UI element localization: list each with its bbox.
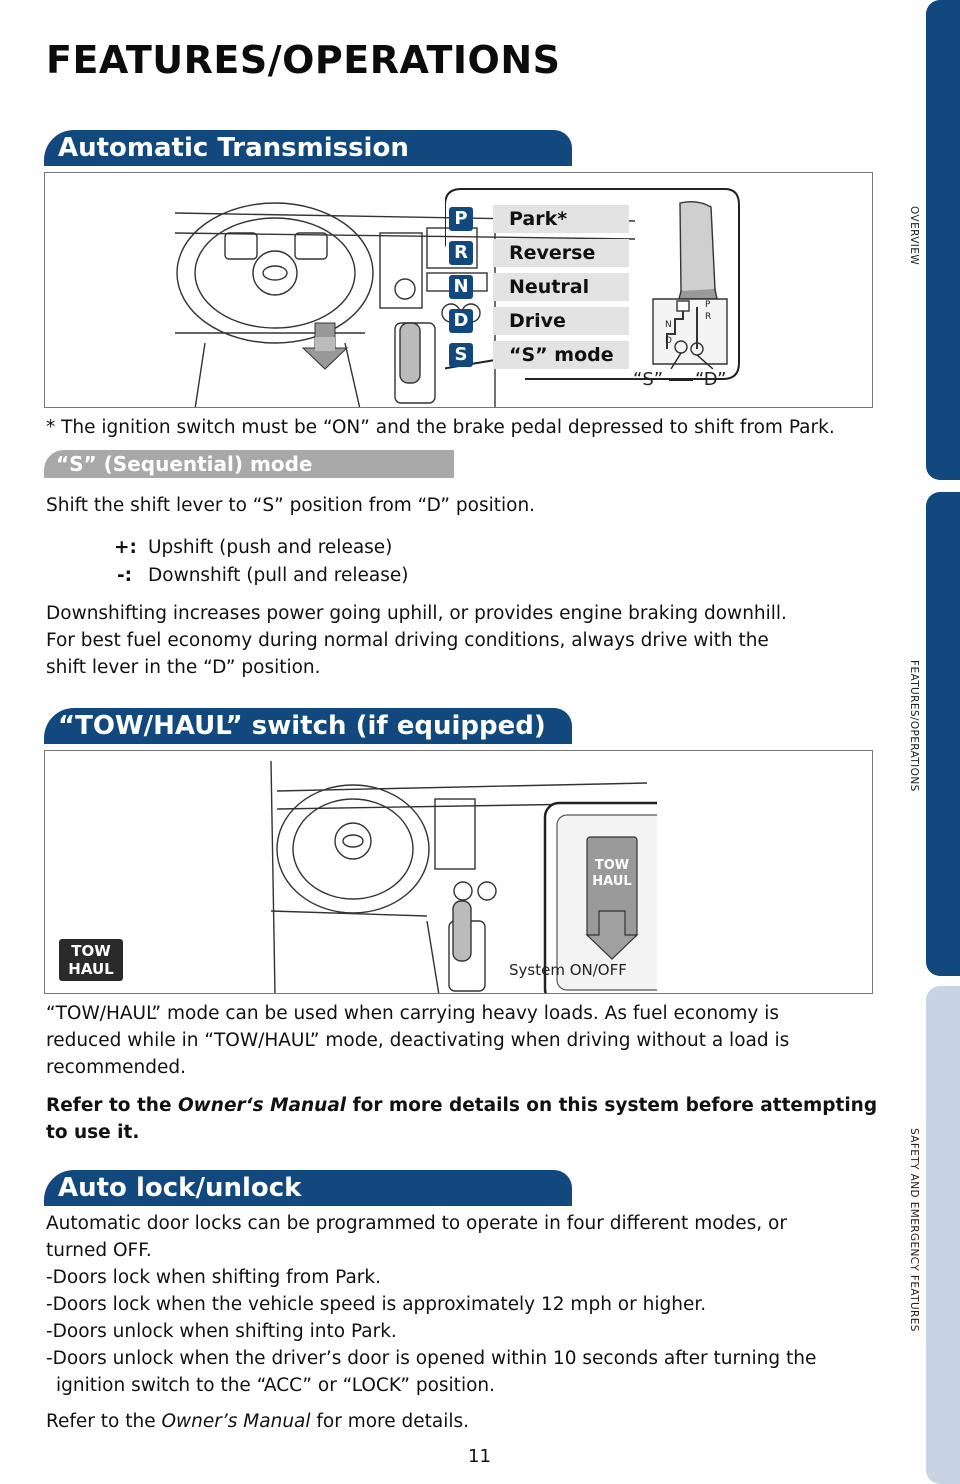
tow-haul-refer-line-2: to use it. — [46, 1122, 140, 1143]
shift-position-reverse — [449, 239, 659, 267]
auto-lock-refer-end: for more details. — [310, 1411, 470, 1432]
auto-lock-refer-manual: Owner’s Manual — [161, 1411, 311, 1432]
sequential-body-line-1: Downshifting increases power going uphill, or provides engine braking downhill. — [46, 603, 787, 624]
side-label-overview: OVERVIEW — [908, 206, 920, 266]
gate-divider — [669, 379, 693, 381]
tow-haul-body-line-3: recommended. — [46, 1057, 186, 1078]
auto-lock-refer — [46, 1408, 469, 1435]
downshift-symbol: -: — [117, 565, 133, 586]
auto-lock-item-3: -Doors unlock when shifting into Park. — [46, 1321, 397, 1342]
tow-haul-refer-manual: Owner‘s Manual — [177, 1095, 347, 1116]
shift-label-reverse: Reverse — [493, 239, 629, 267]
tow-haul-refer-start: Refer to the — [46, 1095, 178, 1116]
tow-haul-figure — [44, 750, 873, 994]
sequential-intro: Shift the shift lever to “S” position from “D” position. — [46, 495, 536, 516]
side-tab-safety[interactable] — [926, 986, 960, 1484]
side-tab-features-operations[interactable] — [926, 492, 960, 976]
downshift-text: Downshift (pull and release) — [148, 565, 409, 586]
section-header-automatic-transmission: Automatic Transmission — [44, 130, 572, 166]
shift-knob-illustration — [635, 199, 735, 369]
shift-position-neutral — [449, 273, 659, 301]
shift-letter-d: D — [449, 309, 473, 333]
auto-lock-item-2: -Doors lock when the vehicle speed is approximately 12 mph or higher. — [46, 1294, 707, 1315]
shift-letter-n: N — [449, 275, 473, 299]
side-label-features-operations: FEATURES/OPERATIONS — [908, 660, 920, 792]
knob-letter-n: N — [665, 320, 672, 330]
shift-position-s-mode — [449, 341, 659, 369]
side-tab-overview[interactable] — [926, 0, 960, 480]
subsection-header-sequential-mode: “S” (Sequential) mode — [44, 450, 454, 478]
tow-haul-dashboard-illustration — [267, 751, 657, 994]
shift-label-neutral: Neutral — [493, 273, 629, 301]
auto-lock-intro-line-2: turned OFF. — [46, 1240, 152, 1261]
shift-position-park — [449, 205, 659, 233]
side-label-safety: SAFETY AND EMERGENCY FEATURES — [908, 1128, 920, 1332]
sequential-body-line-2: For best fuel economy during normal driving conditions, always drive with the — [46, 630, 769, 651]
auto-lock-item-1: -Doors lock when shifting from Park. — [46, 1267, 381, 1288]
tow-haul-button-line-1: TOW — [594, 858, 630, 873]
page-number: 11 — [468, 1446, 491, 1467]
auto-lock-item-4-cont: ignition switch to the “ACC” or “LOCK” position. — [56, 1375, 496, 1396]
shift-label-drive: Drive — [493, 307, 629, 335]
shift-letter-s: S — [449, 343, 473, 367]
shift-letter-p: P — [449, 207, 473, 231]
shift-position-drive — [449, 307, 659, 335]
shift-label-park: Park* — [493, 205, 629, 233]
upshift-text: Upshift (push and release) — [148, 537, 393, 558]
shift-letter-r: R — [449, 241, 473, 265]
knob-letter-d: D — [665, 336, 672, 346]
shift-label-s-mode: “S” mode — [493, 341, 629, 369]
knob-letter-p: P — [705, 300, 711, 310]
tow-haul-refer-end-1: for more details on this system before attempting — [346, 1095, 878, 1116]
tow-haul-body-line-1: “TOW/HAUL” mode can be used when carrying heavy loads. As fuel economy is — [46, 1003, 780, 1024]
tow-haul-refer-line-1 — [46, 1092, 877, 1119]
system-on-off-caption: System ON/OFF — [509, 961, 627, 979]
auto-lock-item-4: -Doors unlock when the driver’s door is opened within 10 seconds after turning the — [46, 1348, 817, 1369]
tow-haul-button-line-2: HAUL — [592, 874, 632, 889]
page-title: FEATURES/OPERATIONS — [46, 38, 561, 82]
auto-lock-refer-start: Refer to the — [46, 1411, 162, 1432]
transmission-footnote: * The ignition switch must be “ON” and the brake pedal depressed to shift from Park. — [46, 417, 835, 438]
tow-haul-badge — [59, 939, 123, 981]
sequential-body-line-3: shift lever in the “D” position. — [46, 657, 321, 678]
knob-letter-r: R — [705, 312, 712, 322]
section-header-auto-lock: Auto lock/unlock — [44, 1170, 572, 1206]
gate-label-d: “D” — [695, 369, 727, 390]
tow-haul-body-line-2: reduced while in “TOW/HAUL” mode, deactivating when driving without a load is — [46, 1030, 790, 1051]
gate-label-s: “S” — [633, 369, 664, 390]
auto-lock-intro-line-1: Automatic door locks can be programmed to operate in four different modes, or — [46, 1213, 787, 1234]
tow-haul-badge-line-2: HAUL — [68, 960, 114, 978]
section-header-tow-haul: “TOW/HAUL” switch (if equipped) — [44, 708, 572, 744]
transmission-figure — [44, 172, 873, 408]
tow-haul-badge-line-1: TOW — [71, 942, 111, 960]
upshift-symbol: +: — [114, 537, 137, 558]
